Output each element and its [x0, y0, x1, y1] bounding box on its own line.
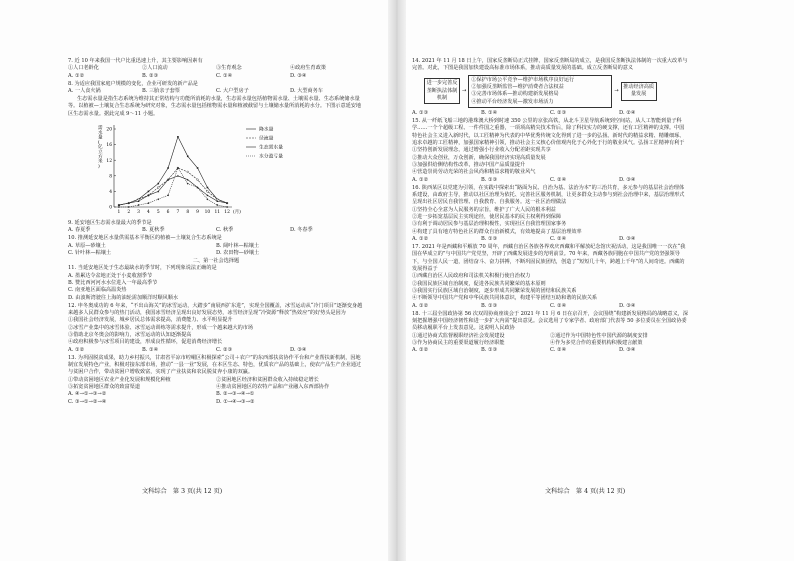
series-line: [119, 137, 227, 205]
y-axis-label: 需水量(亿立方米): [98, 125, 103, 170]
data-point: [157, 187, 159, 189]
question-16: 16. 陕西某区以党建为引领，在实践中探索出“路面为民、自治为基、法治为本”的三治共育，多元参与的基层社会治理体系建设，由政府主导，推动以社区治理为依托、完善社区服务机制，让更多群众主动参与到社会治理中来，基层治理形式呈现出社区居民自我管理、自我教育、自我服务。这一社区治理做法 ①坚持全心全意为人民服务的宗旨，维护了广大人民的根本利益 ②进一步拓宽基层民主实现途径，使居民基本的民主权利得到保障 ③有利于调动居民参与基层治理积极性，实现社区自我管理国家事务 ④构建了具有地方特色社区的群众自治新模式，有效地提高了基层治理效率 A. ①② B. ①③ C. ②④ D. ③④: [412, 184, 685, 243]
x-tick-label: 5: [156, 209, 160, 215]
left-column: [68, 58, 364, 407]
legend-label: 生态需水量: [259, 145, 283, 151]
question-12: 12. 申冬奥成功的 6 年来，“不出山海关”的冰雪运动，大踏步“南展西扩东进”，实现全国覆盖，冰雪运动从“冷门项目”逐渐变身越来越多人民群众参与的热门活动，我国冰雪经济呈现出良好发展态势，冰雪经济呈现“冷资源”释放“热效应”的好势头是因为 ①我国社会经济发展，城乡居民总体需求提高，消费能力、水平明显提升 ②冰雪产业集中的冰雪体验、冰雪运动训练等需求提升，形成一个越来越大的市场 ③借助北京冬奥会的影响力，冰雪运动的认知逐渐提高 ④政府积极参与冰雪项目的建设，形成良性循环，促进消费经济增长 A. ①② B. ①④ C. ②③ D. ③④: [68, 302, 363, 353]
data-point: [206, 198, 208, 200]
x-tick-label: 6: [166, 209, 170, 215]
data-point: [177, 175, 179, 177]
data-point: [147, 202, 149, 204]
y-tick-label: 8: [109, 174, 112, 180]
x-tick-label: 2: [127, 209, 131, 215]
x-tick-label: 12: [224, 209, 230, 215]
passage-9-11: 生态需水量是指生态系统为维持其正常结构与功能所消耗的水量，生态需水量包括植物需水量、土壤需水量、生态系统储水量等。以植被—土壤复合生态系统为研究对象，生态需水量包括植物需水量和植被截留与土壤储水量所消耗的水分。下图示意延安地区生态需水量。据此完成 9～11 小题。: [68, 95, 362, 117]
arrow-right-icon: →: [614, 87, 619, 94]
flow-diagram: [424, 75, 688, 108]
question-9: 9. 延安地区生态需水量最大的季节是 A. 春夏季 B. 夏秋季 C. 秋季 D. 冬春季: [68, 219, 313, 234]
y-tick-label: 20: [106, 127, 112, 133]
x-tick-label: 1: [117, 209, 121, 215]
y-tick-label: 16: [106, 143, 112, 149]
data-point: [118, 206, 120, 208]
data-point: [207, 187, 209, 189]
water-demand-chart: [68, 119, 364, 219]
x-tick-label: 11: [214, 209, 221, 215]
flow-mid-box: ①保护市场公平竞争—维护市场秩序良好运行 ②加强反垄断监管—维护消费者合法权益 ③完善市场体系—推动构建新发展格局 ④推动平台经济发展—激发市场活力: [468, 75, 612, 108]
flow-left-box: 进一步完善反垄断执法体制机制: [424, 78, 460, 104]
x-tick-label: 4: [147, 209, 150, 215]
question-13: 13. 为巩固脱贫成果，助力乡村振兴，甘肃省平凉市崆峒区积极探索“公司＋农户”的东西部扶贫协作平台和产业帮扶新机制，因地制宜发展特色产业，积极对接东部市场，推动“一县一业”发展，在本区生态、特色，优质农产品的基础上，使农产品生产企业通过与贫困户合作，带动贫困户增收致富，实现了产业扶贫和农民脱贫奔小康的双赢。 ①带动贫困地区农业产业化发展和规模化种植 ②贫困地区经济和贫困群众收入持续稳定增长 ③拓宽贫困地区群众的致富渠道 ④推动贫困地区的农特产品和产业融入东西部协作 A. ④→①→③→② B. ②→③→④→① C. ③→①→②→④ D. ①→④→③→②: [68, 354, 362, 405]
y-tick-label: 4: [109, 189, 112, 195]
data-point: [216, 198, 218, 200]
book-binding: [388, 0, 406, 561]
data-point: [157, 183, 159, 185]
question-11: 11. 当延安地区处于生态最缺水的季节时，下列现象说法正确的是 A. 墨累达令盆地正处于小麦收割季节 B. 赞比西河河水水位进入一年最高季节 C. 南亚地区面临高温炎热 D. 由波斯湾驶往上海的油轮需加顺洋时顺风顺水: [68, 265, 217, 301]
question-7: 7. 近 10 年来我国一代户比重迅速上升，其主要影响因素有 ①人口老龄化 ②人口流动 ③生育观念 ④政府生育政策 A. ①② B. ②③ C. ①④ D. ③④: [68, 58, 326, 79]
legend-label: 径流量: [259, 136, 274, 142]
x-tick-label: 3: [137, 209, 140, 215]
page-footer-left: 文科综合 第 3 页(共 12 页): [142, 488, 223, 495]
page-footer-right: 文科综合 第 4 页(共 12 页): [545, 488, 626, 495]
data-point: [157, 198, 159, 200]
flow-right-box: 推动经济高质量发展: [621, 82, 657, 101]
line-chart: [68, 119, 364, 219]
data-point: [207, 190, 209, 192]
legend-label: 降水量: [259, 127, 274, 133]
right-column: [412, 58, 688, 355]
x-tick-label: 9: [196, 209, 199, 215]
data-point: [128, 206, 130, 208]
data-point: [197, 179, 199, 181]
data-point: [187, 183, 189, 185]
question-15: 15. 从一纤纸飞船三地的港珠澳大桥到时速 350 公里的京张高铁，从北斗卫星导航系统到空间站，从人工智能到量子科学……一个个超级工程、一件件国之重器，一项项高精尖技术背后，除了科技实力的硬支撑，还有工匠精神的支撑。中国特色社会主义进入新时代，以工匠精神为代表的中华优秀传统文化得到了进一步的弘扬。新时代的精益求精、精雕细琢、追求卓越的工匠精神，加强国家精神引领，推动社会主义核心价值观内化于心外化于行的敬业风气。弘扬工匠精神有利于 ①坚持创新发展理念，通过增强小行业收入分配差距实现共享 ②推动大众创业，万众创新，确保我国经济实现高质量发展 ③加强供给侧结构性改革，推动中国产品质量提升 ④营造崇尚劳动光荣的社会风尚和精益求精的敬业风气 A. ①② B. ①③ C. ②④ D. ③④: [412, 118, 685, 183]
data-point: [226, 206, 228, 208]
data-point: [148, 191, 150, 193]
x-tick-label: 10: [204, 209, 211, 215]
data-point: [187, 155, 189, 157]
question-17: 17. 2021 年是西藏和平解放 70 周年，西藏自治区各族各界欢庆西藏和平解放纪念馆庆祝活动，这是我国唯一一次在“我国在华成立的”与中国共产党党坚，开辟了西藏发展进步的光明前景。70 年来，西藏各族同胞在中国共产党的坚强领导下，与全国人民一道，团结奋斗、奋力拼搏，不断巩固民族团结，创造了“短短几十年，跨越上千年”的人间奇迹。西藏的发展得益于 ①西藏自治区人民政府和司法机关积极行使自治权力 ②我国民族区域自治制度，促进各民族共同繁荣的基本原则 ③我国实行民族区域自治制度，逐步形成共同繁荣发展的团结和民族关系 ④不断领导中国共产党和中华民族共同体意识，构建平等团结互助和谐的民族关系 A. ①② B. ①③ C. ②④ D. ③④: [412, 244, 686, 309]
data-point: [167, 167, 169, 169]
data-point: [177, 136, 179, 138]
x-unit-label: (月): [233, 209, 241, 215]
x-tick-label: 7: [176, 209, 180, 215]
data-point: [138, 198, 140, 200]
question-8: 8. 为适应我国家庭户规模的变化，企业可研发的新产品是 A. 一人食火锅 B. 三胎亲子套票 C. 大户型房子 D. 大型商务车: [68, 80, 323, 94]
data-point: [138, 204, 140, 206]
arrow-right-icon: →: [462, 87, 467, 94]
question-14: 14. 2021 年 11 月 18 日上午，国家反垄断局正式挂牌，国家反垄断局的成立，是我国反垄断执法体制的一次重大改革与完善。对此，下图是我国加快建设高标准市场体系，推动高质量发展的基础。成立反垄断局的意义 进一步完善反垄断执法体制机制 → ①保护市场公平竞争—维护市场秩序良好运行 ②加强反垄断监管—维护消费者合法权益 ③完善市场体系—推动构建新发展格局 ④推动平台经济发展—激发市场活力 → 推动经济高质量发展 A. ①③ B. ①④ C. ②③ D. ②④: [412, 58, 688, 117]
y-tick-label: 12: [106, 158, 112, 164]
data-point: [167, 194, 169, 196]
legend-label: 水分盈亏量: [259, 154, 283, 160]
x-tick-label: 8: [186, 209, 190, 215]
question-10: 10. 推测延安地区水量供需基本平衡区的植被—土壤复合生态系统是 A. 草原—砂壤土 B. 阔叶林—粘壤土 C. 针叶林—粘壤土 D. 农田物—砂壤土: [68, 235, 260, 256]
question-18: 18. 十三届全国政协第 56 次双周协商座谈会于 2021 年 11 月 6 日在京召开，会议围绕“构建新发展格局的战略意义，深刻把握增强中国经济韧性和进一步扩大内需”提出意见。会议选用了专家学者、政府部门代表等 50 多位委员在全国政协委员移动履职平台上发表意见。这说明人民政协 ①通过协商式监督履职经济社会发展建设 ②通过作为中国特色性中国代源的制度安排 ③作为协商民主的重要渠道履行经济职能 ④作为多党合作的重要机构积极建言献策 A. ①② B. ①③ C. ②④ D. ③④: [412, 310, 688, 354]
series-line: [119, 168, 227, 205]
data-point: [187, 171, 189, 173]
y-tick-label: 0: [109, 205, 112, 211]
data-point: [197, 167, 199, 169]
section-ending: 二、第一社会选择题: [192, 257, 240, 264]
